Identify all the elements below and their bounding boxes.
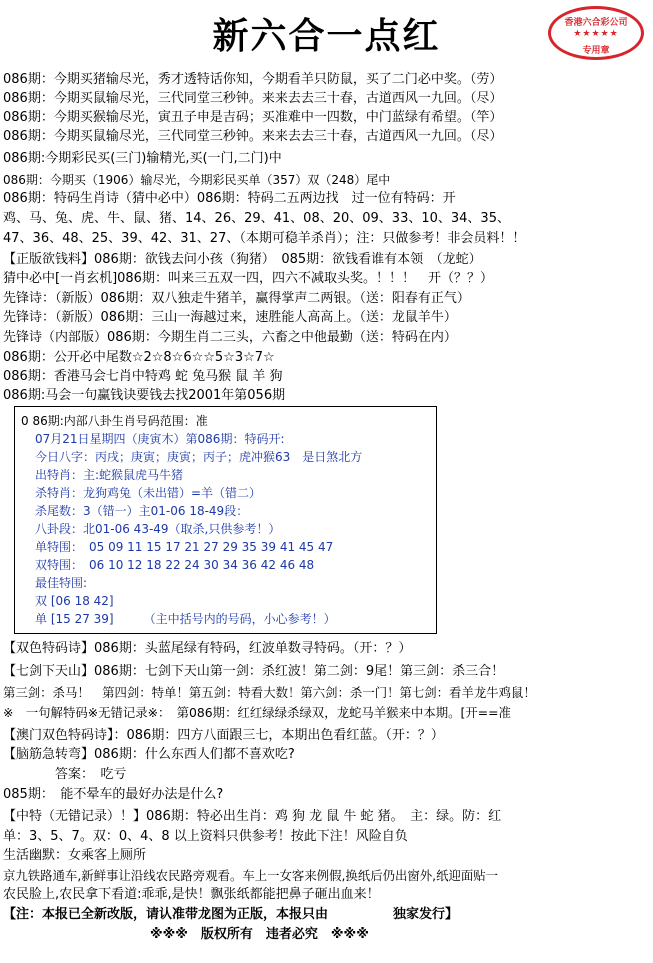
seal-text-bottom: 专用章 bbox=[582, 46, 610, 56]
text-line: 085期： 能不晕车的最好办法是什么? bbox=[3, 787, 224, 802]
text-line: 086期:马会一句赢钱诀要钱去找2001年第056期 bbox=[3, 388, 286, 403]
text-line: 【正版欲钱料】086期：欲钱去问小孩（狗猪） 085期：欲钱看谁有本领 （龙蛇） bbox=[3, 252, 482, 267]
box-line: 0 86期:内部八卦生肖号码范围：准 bbox=[21, 414, 208, 428]
text-line: 086期：特码生肖诗（猜中必中）086期：特码二五两边找 过一位有特码：开 bbox=[3, 191, 456, 206]
text-line: 先锋诗（内部版）086期：今期生肖二三头，六畜之中他最勤（送：特码在内） bbox=[3, 330, 457, 345]
box-line: 双 [06 18 42] bbox=[35, 594, 114, 608]
box-line: 单 [15 27 39] （主中括号内的号码，小心参考！） bbox=[35, 612, 336, 626]
text-line: 086期：今期买猴输尽光，寅丑子申是吉码；买准难中一四数，中门蓝绿有希望。（竿） bbox=[3, 110, 503, 125]
text-line: 先锋诗：（新版）086期：三山一海越过来，速胜能人高高上。（送：龙鼠羊牛） bbox=[3, 310, 457, 325]
text-line: 【中特（无错记录）！】086期：特必出生肖：鸡 狗 龙 鼠 牛 蛇 猪。 主：绿。防：红 bbox=[3, 809, 502, 824]
text-line: 第三剑：杀马！ 第四剑：特单！第五剑：特看大数！第六剑：杀一门！第七剑：看羊龙牛鸡鼠！ bbox=[3, 685, 536, 700]
text-line: 47、36、48、25、39、42、31、27、（本期可稳羊杀肖）；注：只做参考！非会员料！！ bbox=[3, 231, 526, 246]
text-line: 【脑筋急转弯】086期：什么东西人们都不喜欢吃? bbox=[3, 747, 295, 762]
text-line: 猜中必中[一肖玄机]086期：叫来三五双一四，四六不减取头奖。！！！ 开（？？） bbox=[3, 271, 493, 286]
box-line: 双特围： 06 10 12 18 22 24 30 34 36 42 46 48 bbox=[35, 558, 315, 572]
text-line: 农民脸上,农民拿下看道:乖乖,是快！飘张纸都能把鼻子砸出血来！ bbox=[3, 887, 380, 902]
text-line: 【澳门双色特码诗】：086期：四方八面跟三七，本期出色看红蓝。（开：？） bbox=[3, 728, 444, 743]
box-line: 今日八字：丙戌；庚寅；庚寅；丙子；虎冲猴63 是日煞北方 bbox=[35, 450, 363, 464]
text-line: 先锋诗：（新版）086期：双八独走牛猪羊，赢得掌声二两银。（送：阳春有正气） bbox=[3, 291, 470, 306]
box-line: 最佳特围: bbox=[35, 576, 88, 590]
page-title: 新六合一点红 bbox=[212, 15, 441, 57]
text-line: 086期：今期买鼠输尽光，三代同堂三秒钟。来来去去三十春，古道西风一九回。（尽） bbox=[3, 91, 503, 106]
text-line: 086期:今期彩民买(三门)输精光,买(一门,二门)中 bbox=[3, 151, 282, 166]
seal-text-top: 香港六合彩公司 bbox=[564, 18, 628, 28]
box-line: 杀尾数：3（错一）主01-06 18-49段： bbox=[35, 504, 249, 518]
text-line: 086期：今期买鼠输尽光，三代同堂三秒钟。来来去去三十春，古道西风一九回。（尽） bbox=[3, 129, 503, 144]
seal-stars: ★★★★★ bbox=[573, 29, 619, 39]
text-line: 【注：本报已全新改版，请认准带龙图为正版，本报只由 独家发行】 bbox=[3, 907, 459, 922]
text-line: 086期：香港马会七肖中特鸡 蛇 兔马猴 鼠 羊 狗 bbox=[3, 369, 283, 384]
company-seal bbox=[548, 6, 644, 60]
text-line: 【七剑下天山】086期：七剑下天山第一剑：杀红波！第二剑：9尾！第三剑：杀三合！ bbox=[3, 664, 505, 679]
box-line: 杀特肖：龙狗鸡兔（未出错）=羊（错二） bbox=[35, 486, 262, 500]
bagua-box bbox=[14, 406, 437, 634]
box-line: 八卦段：北01-06 43-49（取杀,只供参考！） bbox=[35, 522, 281, 536]
text-line: 鸡、马、兔、虎、牛、鼠、猪、14、26、29、41、08、20、09、33、10、34、35、 bbox=[3, 211, 510, 226]
text-line: 086期：今期买（1906）输尽光，今期彩民买单（357）双（248）尾中 bbox=[3, 173, 391, 187]
text-line: 生活幽默：女乘客上厕所 bbox=[3, 848, 147, 863]
text-line: 单：3、5、7。双：0、4、8 以上资料只供参考！按此下注！风险自负 bbox=[3, 829, 408, 844]
box-line: 07月21日星期四（庚寅木）第086期：特码开: bbox=[35, 432, 285, 446]
copyright-line: ※※※ 版权所有 违者必究 ※※※ bbox=[150, 927, 369, 942]
text-line: 【双色特码诗】086期：头蓝尾绿有特码，红波单数寻特码。（开：？） bbox=[3, 641, 412, 656]
text-line: ※ 一句解特码※无错记录※： 第086期：红红绿绿杀绿双，龙蛇马羊猴来中本期。[开==准 bbox=[3, 705, 511, 720]
text-line: 答案： 吃亏 bbox=[3, 767, 127, 782]
text-line: 京九铁路通车,新鲜事让沿线农民路旁观看。车上一女客来例假,换纸后仍出窗外,纸迎面贴一 bbox=[3, 868, 499, 883]
text-line: 086期：今期买猪输尽光，秀才透特话你知，今期看羊只防鼠，买了二门必中奖。（劳） bbox=[3, 72, 503, 87]
box-line: 出特肖：主:蛇猴鼠虎马牛猪 bbox=[35, 468, 184, 482]
box-line: 单特围： 05 09 11 15 17 21 27 29 35 39 41 45 47 bbox=[35, 540, 334, 554]
text-line: 086期：公开必中尾数☆2☆8☆6☆☆5☆3☆7☆ bbox=[3, 350, 275, 365]
